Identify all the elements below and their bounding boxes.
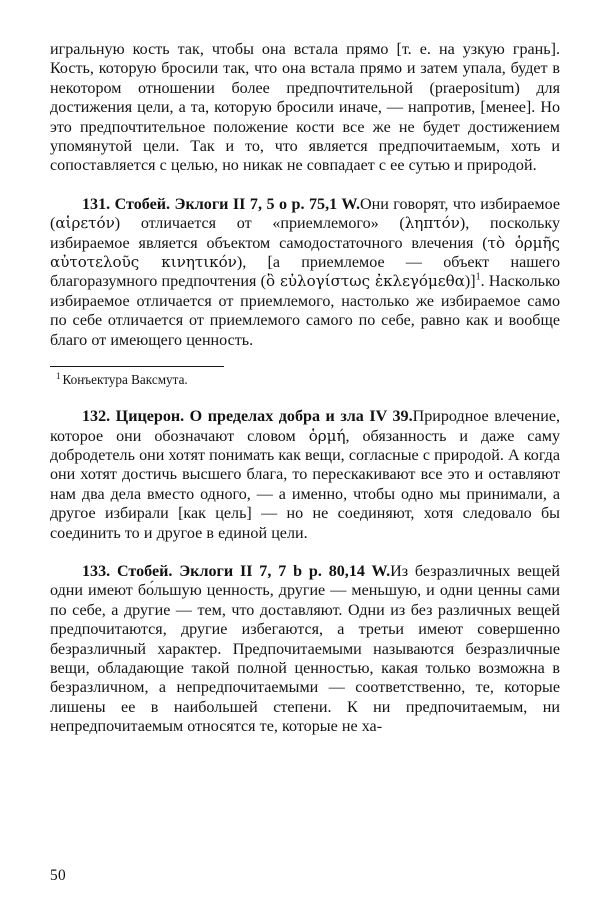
opening-paragraph: игральную кость так, чтобы она встала прямо [т. е. на узкую грань]. Кость, которую бросили так, что она встала прямо и затем упала, будет в некотором отношении более предпочтительной (praepositum) для достижения цели, а та, которую бросили иначе, — напротив, [менее]. Но это предпочтительное положение кости все же не будет достижением упомянутой цели. Так и то, что является предпочитаемым, хоть и сопоставляется с целью, но никак не совпадает с ее сутью и природой. bbox=[50, 41, 560, 175]
entry-132-greek-1: ὁρμή bbox=[308, 426, 346, 445]
entry-131-heading: 131. Стобей. Эклоги II 7, 5 о p. 75,1 W. bbox=[82, 195, 360, 213]
entry-132 bbox=[50, 407, 560, 543]
entry-131-greek-1: αἱρετόν bbox=[55, 214, 115, 233]
text-column bbox=[50, 40, 560, 737]
entry-131-greek-4: ὃ εὐλογίστως ἐκλεγόμεθα bbox=[265, 272, 465, 291]
entry-131-text-2: ) отличается от «приемлемого» ( bbox=[114, 215, 405, 233]
footnote-1-marker: 1 bbox=[56, 370, 61, 381]
entry-131-text-1: Они говорят, что избираемое ( bbox=[50, 195, 560, 233]
footnote-block bbox=[50, 366, 560, 388]
entry-131 bbox=[50, 195, 560, 350]
entry-131-greek-3: τὸ ὁρμῆς αὐτοτελοῦς κινητικόν bbox=[50, 233, 560, 272]
entry-132-text-2: , обязанность и даже саму добродетель они хотят понимать как вещи, согласные с природой. А когда они хотят достичь высшего блага, то перескакивают все это и оставляют нам два дела вместо одного, — а именно, чтобы одно мы принимали, а другое избирали [как цель] — но не соединяют, хотя следовало бы соединить то и другое в единой цели. bbox=[50, 427, 561, 542]
entry-131-greek-2: ληπτόν bbox=[404, 214, 460, 233]
footnote-1 bbox=[50, 372, 560, 388]
entry-131-text-3: ), поскольку избираемое является объектом самодостаточного влечения ( bbox=[50, 215, 560, 252]
entry-132-heading: 132. Цицерон. О пределах добра и зла IV 39. bbox=[82, 408, 413, 426]
page-number: 50 bbox=[50, 866, 66, 884]
footnote-reference-1[interactable]: 1 bbox=[475, 272, 481, 284]
footnote-1-text: Конъектура Ваксмута. bbox=[62, 372, 188, 388]
entry-131-text-6: . Насколько избираемое отличается от приемлемого, настолько же избираемое само по себе отличается от приемлемого самого по себе, равно как и вообще благо от имеющего ценность. bbox=[50, 273, 561, 349]
entry-133 bbox=[50, 562, 560, 737]
entry-131-text-5: )] bbox=[464, 273, 476, 291]
entry-132-text-1: Природное влечение, которое они обозначают словом bbox=[50, 408, 560, 445]
footnote-separator-rule bbox=[50, 366, 224, 367]
entry-133-heading: 133. Стобей. Эклоги II 7, 7 b p. 80,14 W. bbox=[82, 562, 391, 580]
entry-131-text-4: ), [а приемлемое — объект нашего благоразумного предпочтения ( bbox=[50, 254, 560, 291]
entry-133-text-1: Из безразличных вещей одни имеют бо́льшую ценность, другие — меньшую, и одни ценны сами по себе, а другие — тем, что доставляют. Одни из без различных вещей предпочитаются, другие избегаются, а третьи имеют совершенно безразличный характер. Предпочитаемыми называются безразличные вещи, обладающие такой полной ценностью, какая только возможна в безразличном, а непредпочитаемыми — соответственно, те, которые лишены ее в наибольшей степени. К ни предпочитаемым, ни непредпочитаемым относятся те, которые не ха- bbox=[50, 562, 560, 736]
